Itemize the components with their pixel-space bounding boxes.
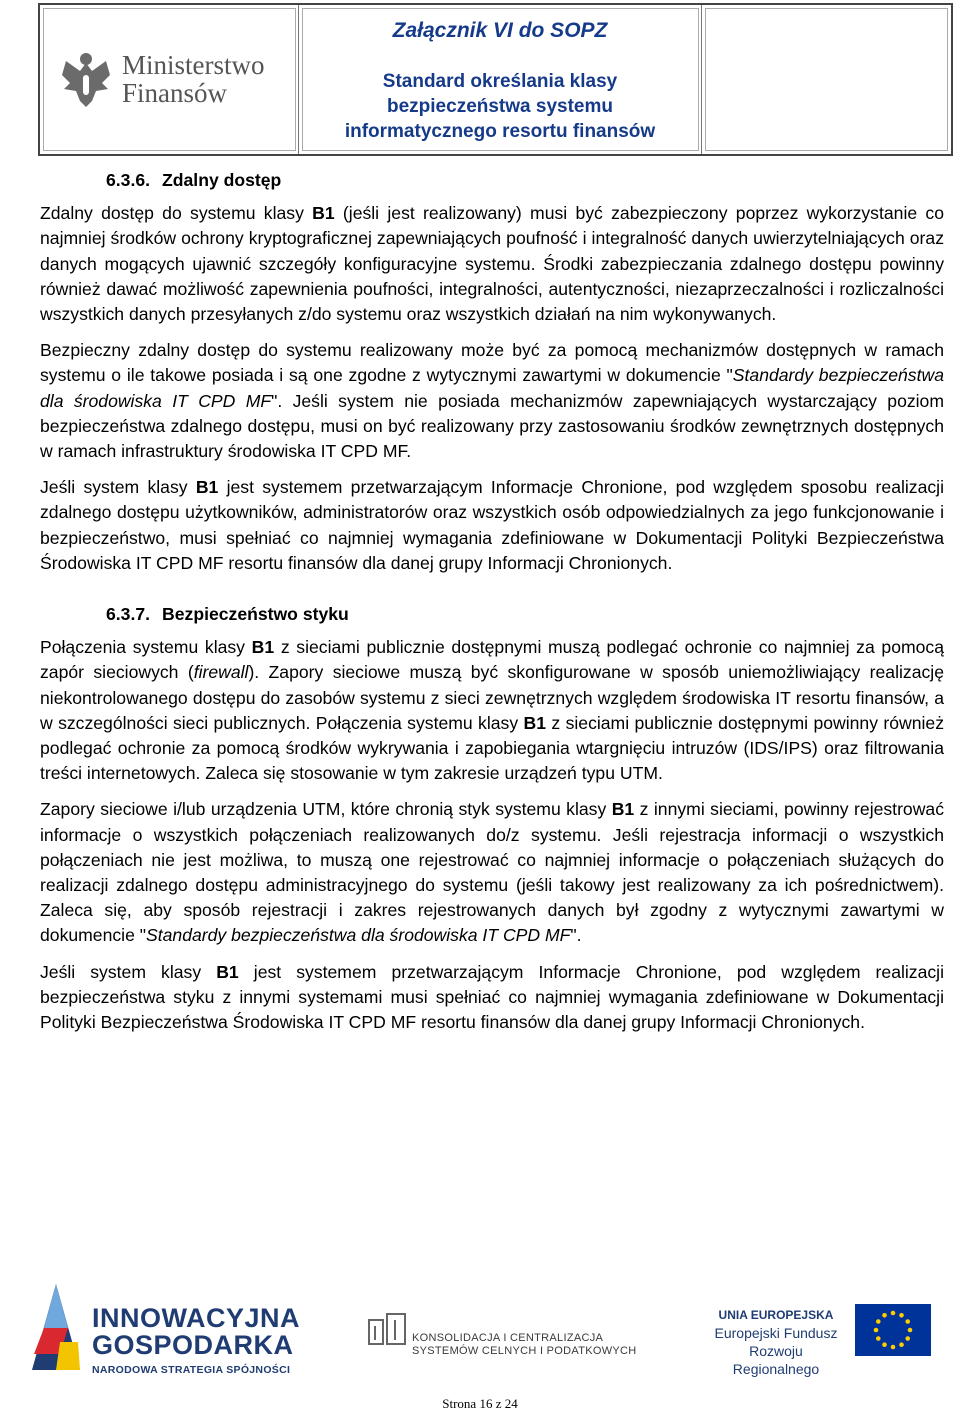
eu-star	[891, 1311, 896, 1316]
ministry-logo	[60, 49, 265, 109]
innovative-economy-tagline: NARODOWA STRATEGIA SPÓJNOŚCI	[92, 1364, 291, 1376]
page-number: Strona 16 z 24	[442, 1396, 518, 1411]
paragraph: Zapory sieciowe i/lub urządzenia UTM, które chronią styk systemu klasy B1 z innymi sieciami, powinny rejestrować informacje o wszystkich połączeniach realizowanych do/z systemu. Jeśli rejestracja informacji o wszystkich połączeniach nie jest możliwa, to muszą one rejestrować co najmniej informacje o połączeniach służących do realizacji zdalnego dostępu administracyjnego do systemu (jeśli takowy jest realizowany za ich pośrednictwem). Zaleca się, aby sposób rejestracji i zakres rejestrowanych danych był zgodny z wytycznymi zawartymi w dokumencie "Standardy bezpieczeństwa dla środowiska IT CPD MF".	[40, 799, 944, 946]
subtitle-line3: informatycznego resortu finansów	[344, 121, 656, 142]
footer-logos	[0, 1282, 960, 1377]
subtitle-line1: Standard określania klasy	[382, 71, 618, 92]
eu-star	[874, 1328, 879, 1333]
header-title-cell	[299, 5, 702, 154]
header-empty-cell	[702, 5, 951, 154]
eu-star	[905, 1319, 910, 1324]
eu-star	[891, 1345, 896, 1350]
innovative-economy-logo-text: INNOWACYJNA GOSPODARKA	[92, 1303, 301, 1360]
header-logo-cell	[40, 5, 299, 154]
section-title: Bezpieczeństwo styku	[162, 604, 349, 625]
section-title: Zdalny dostęp	[162, 170, 282, 190]
annex-title: Załącznik VI do SOPZ	[392, 19, 608, 42]
eu-flag-icon	[855, 1304, 931, 1356]
eu-star	[908, 1328, 913, 1333]
innovative-economy-mark-icon	[30, 1282, 82, 1372]
ministry-logo-line1: Ministerstwo	[122, 50, 265, 80]
subtitle-line2: bezpieczeństwa systemu	[387, 96, 613, 117]
eu-fund-logo-text: UNIA EUROPEJSKA Europejski Fundusz Rozwoju Regionalnego	[714, 1308, 838, 1377]
ministry-logo-line2: Finansów	[122, 78, 228, 108]
section-number: 6.3.7.	[106, 604, 151, 625]
eu-star	[876, 1319, 881, 1324]
eu-star	[899, 1313, 904, 1318]
document-subtitle	[299, 69, 701, 144]
ministry-logo-text	[122, 51, 265, 107]
eu-star	[882, 1313, 887, 1318]
paragraph: Zdalny dostęp do systemu klasy B1 (jeśli jest realizowany) musi być zabezpieczony poprzez wykorzystanie co najmniej środków ochrony kryptograficznej zapewniających poufność i integralność danych uwierzytelniających oraz danych mogących ujawnić szczegóły konfiguracyjne systemu. Środki zabezpieczania zdalnego dostępu powinny również dawać możliwość zapewnienia poufności, integralności, autentyczności, niezaprzeczalności i rozliczalności wszystkich danych przesyłanych z/do systemu oraz wszystkich działań na nim wykonywanych.	[40, 203, 944, 325]
eu-star	[899, 1342, 904, 1347]
paragraph: Jeśli system klasy B1 jest systemem przetwarzającym Informacje Chronione, pod względem realizacji bezpieczeństwa styku z innymi systemami musi spełniać co najmniej wymagania zdefiniowane w Dokumentacji Polityki Bezpieczeństwa Środowiska IT CPD MF resortu finansów dla danej grupy Informacji Chronionych.	[40, 961, 945, 1033]
eu-star	[876, 1336, 881, 1341]
section-heading-boundary-security	[106, 602, 944, 627]
section-number: 6.3.6.	[106, 170, 151, 190]
document-body	[40, 168, 944, 1035]
consolidation-logo-text: KONSOLIDACJA I CENTRALIZACJA SYSTEMÓW CELNYCH I PODATKOWYCH	[412, 1332, 637, 1357]
paragraph: Bezpieczny zdalny dostęp do systemu realizowany może być za pomocą mechanizmów dostępnych w ramach systemu o ile takowe posiada i są one zgodne z wytycznymi zawartymi w dokumencie "Standardy bezpieczeństwa dla środowiska IT CPD MF". Jeśli system nie posiada mechanizmów zapewniających wystarczający poziom bezpieczeństwa zdalnego dostępu, musi on być realizowany przy zastosowaniu środków zewnętrznych dostępnych w ramach infrastruktury środowiska IT CPD MF.	[40, 340, 945, 462]
eagle-emblem-icon	[60, 49, 112, 109]
eu-star	[905, 1336, 910, 1341]
paragraph: Połączenia systemu klasy B1 z sieciami publicznie dostępnymi muszą podlegać ochronie co najmniej za pomocą zapór sieciowych (firewall). Zapory sieciowe muszą być skonfigurowane w sposób uniemożliwiający realizację niekontrolowanego dostępu do zasobów systemu z sieci zewnętrznych względem środowiska IT resortu finansów, a w szczególności sieci publicznych. Połączenia systemu klasy B1 z sieciami publicznie dostępnymi powinny również podlegać ochronie za pomocą środków wykrywania i zapobiegania wtargnięciu intruzów (IDS/IPS) oraz filtrowania treści internetowych. Zaleca się stosowanie w tym zakresie urządzeń typu UTM.	[40, 637, 945, 784]
section-heading-remote-access	[106, 168, 944, 193]
document-header	[38, 3, 953, 156]
paragraph: Jeśli system klasy B1 jest systemem przetwarzającym Informacje Chronione, pod względem sposobu realizacji zdalnego dostępu użytkowników, administratorów oraz wszystkich osób odpowiedzialnych za jego funkcjonowanie i bezpieczeństwo, musi spełniać co najmniej wymagania zdefiniowane w Dokumentacji Polityki Bezpieczeństwa Środowiska IT CPD MF resortu finansów dla danej grupy Informacji Chronionych.	[40, 477, 944, 573]
eu-star	[882, 1342, 887, 1347]
consolidation-logo-icon	[365, 1312, 409, 1348]
